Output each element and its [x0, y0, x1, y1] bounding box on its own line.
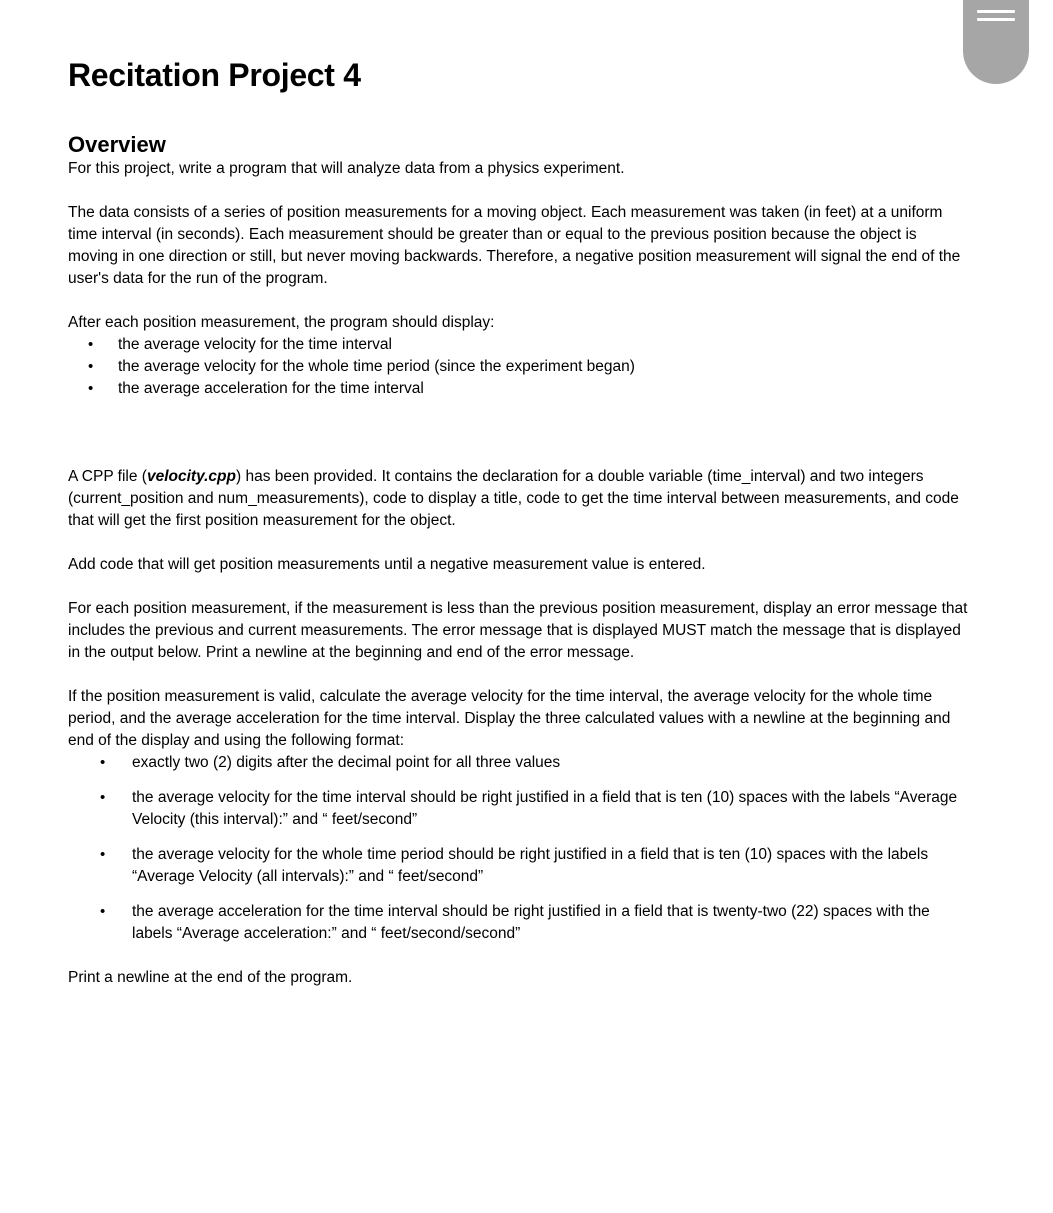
- menu-icon[interactable]: [963, 0, 1029, 84]
- list-item: [68, 844, 968, 888]
- bullet-icon: •: [88, 358, 94, 375]
- menu-icon-bar-top: [977, 10, 1015, 13]
- cpp-file-paragraph: [68, 466, 968, 532]
- list-item-text: the average velocity for the whole time period (since the experiment began): [118, 358, 635, 375]
- list-item-text: the average velocity for the whole time period should be right justified in a field that is ten (10) spaces with the labels “Average Velocity (all intervals):” and “ feet/second”: [132, 846, 929, 885]
- bullet-icon: •: [100, 903, 106, 920]
- overview-heading: Overview: [68, 132, 166, 157]
- bullet-icon: •: [100, 754, 106, 771]
- menu-icon-bar-bottom: [977, 18, 1015, 21]
- bullet-icon: •: [88, 336, 94, 353]
- list-item-text: the average velocity for the time interval: [118, 336, 392, 353]
- cpp-suffix-text: ) has been provided. It contains the declaration for a double variable (time_interval) and two integers (current_position and num_measurements), code to display a title, code to get the time interval between measurements, and code that will get the first position measurement for the object.: [68, 468, 959, 529]
- valid-measurement-paragraph: If the position measurement is valid, calculate the average velocity for the time interval, the average velocity for the whole time period, and the average acceleration for the time interval. Display the three calculated values with a newline at the beginning and end of the display and using the following format:: [68, 688, 951, 749]
- data-description-paragraph: The data consists of a series of position measurements for a moving object. Each measurement was taken (in feet) at a uniform time interval (in seconds). Each measurement should be greater than or equal to the previous position because the object is moving in one direction or still, but never moving backwards. Therefore, a negative position measurement will signal the end of the user's data for the run of the program.: [68, 204, 961, 287]
- display-intro-paragraph: After each position measurement, the program should display:: [68, 314, 495, 331]
- list-item-text: the average velocity for the time interval should be right justified in a field that is ten (10) spaces with the labels “Average Velocity (this interval):” and “ feet/second”: [132, 789, 958, 828]
- bullet-icon: •: [88, 380, 94, 397]
- list-item: [68, 787, 968, 831]
- display-items-list: [68, 334, 968, 400]
- add-code-paragraph: Add code that will get position measurements until a negative measurement value is entered.: [68, 556, 706, 573]
- error-message-paragraph: For each position measurement, if the measurement is less than the previous position measurement, display an error message that includes the previous and current measurements. The error message that is displayed MUST match the message that is displayed in the output below. Print a newline at the beginning and end of the error message.: [68, 600, 968, 661]
- document-page: [68, 56, 968, 989]
- list-item: [68, 378, 968, 400]
- list-item-text: the average acceleration for the time interval should be right justified in a field that is twenty-two (22) spaces with the labels “Average acceleration:” and “ feet/second/second”: [132, 903, 930, 942]
- list-item-text: the average acceleration for the time interval: [118, 380, 424, 397]
- list-item: [68, 334, 968, 356]
- bullet-icon: •: [100, 789, 106, 806]
- format-items-list: [68, 752, 968, 945]
- page-title: Recitation Project 4: [68, 57, 361, 93]
- closing-paragraph: Print a newline at the end of the program.: [68, 969, 353, 986]
- list-item: [68, 901, 968, 945]
- intro-paragraph: For this project, write a program that will analyze data from a physics experiment.: [68, 160, 625, 177]
- list-item-text: exactly two (2) digits after the decimal point for all three values: [132, 754, 561, 771]
- list-item: [68, 356, 968, 378]
- bullet-icon: •: [100, 846, 106, 863]
- cpp-prefix-text: A CPP file (: [68, 468, 147, 485]
- cpp-filename: velocity.cpp: [146, 468, 236, 485]
- list-item: [68, 752, 968, 774]
